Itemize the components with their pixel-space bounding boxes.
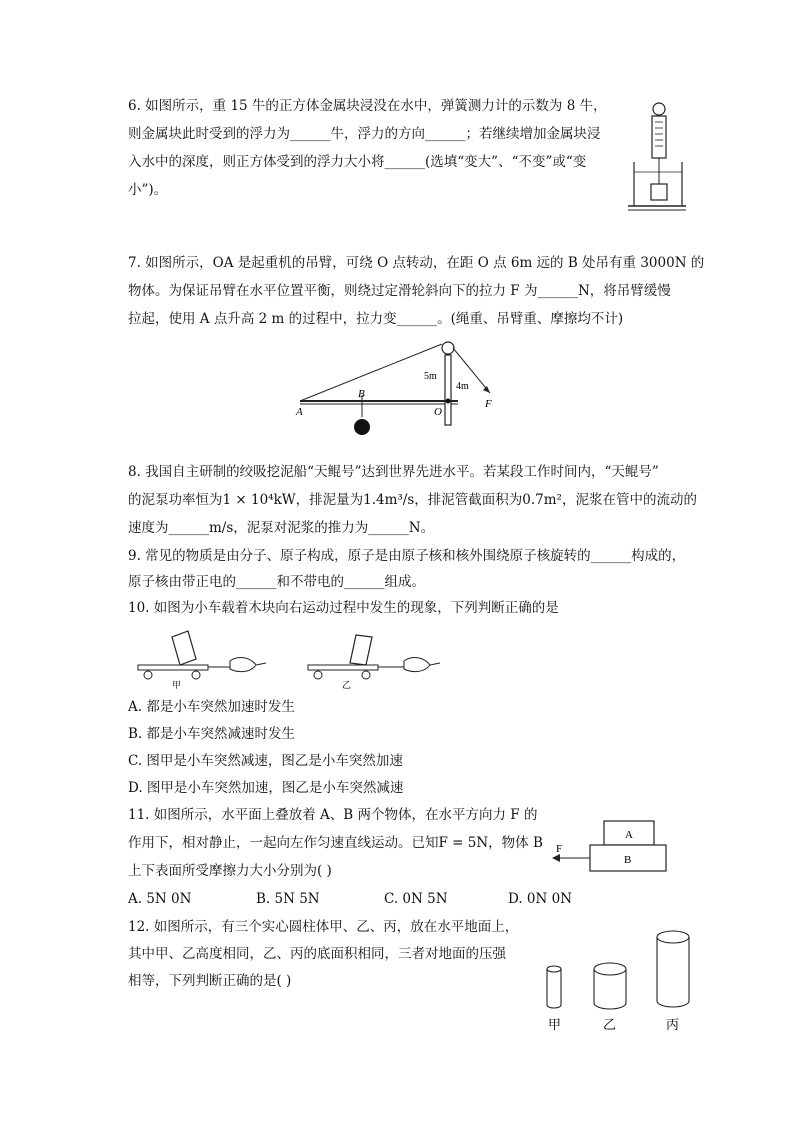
q10-cart-figure-yi	[302, 625, 442, 691]
q12-label-bing: 丙	[666, 1017, 680, 1032]
q7-label-len1: 5m	[424, 371, 437, 382]
q10-option-c: C. 图甲是小车突然减速，图乙是小车突然加速	[128, 753, 403, 769]
q6-line-3: 入水中的深度，则正方体受到的浮力大小将______(选填“变大”、“不变”或“变	[128, 154, 587, 170]
q10-question: 10. 如图为小车载着木块向右运动过程中发生的现象，下列判断正确的是	[128, 600, 559, 616]
q11-line-2: 作用下，相对静止，一起向左作匀速直线运动。已知F = 5N，物体 B	[128, 835, 543, 851]
q11-option-c: C. 0N 5N	[384, 891, 448, 907]
q11-option-a: A. 5N 0N	[128, 891, 192, 907]
q11-label-b: B	[624, 854, 632, 866]
q6-spring-scale-figure	[626, 100, 686, 215]
q10-option-b: B. 都是小车突然减速时发生	[128, 726, 296, 742]
q7-crane-figure	[290, 335, 515, 440]
q10-label-yi: 乙	[342, 680, 352, 690]
q10-cart-figure-jia	[132, 625, 267, 691]
q11-line-1: 11. 如图所示，水平面上叠放着 A、B 两个物体，在水平方向力 F 的	[128, 807, 538, 823]
q10-option-a: A. 都是小车突然加速时发生	[128, 699, 295, 715]
q11-label-f: F	[556, 843, 563, 855]
q11-option-d: D. 0N 0N	[508, 891, 573, 907]
q7-line-3: 拉起，使用 A 点升高 2 m 的过程中，拉力变______。(绳重、吊臂重、摩擦均不计)	[128, 311, 624, 327]
q8-line-1: 8. 我国自主研制的绞吸挖泥船“天鲲号”达到世界先进水平。若某段工作时间内，“天鲲号”	[128, 464, 659, 480]
q8-line-2: 的泥泵功率恒为1 × 10⁴kW，排泥量为1.4m³/s，排泥管截面积为0.7m²，泥浆在管中的流动的	[128, 492, 697, 508]
q7-label-b: B	[358, 388, 365, 400]
q7-line-2: 物体。为保证吊臂在水平位置平衡，则绕过定滑轮斜向下的拉力 F 为______N，将吊臂缓慢	[128, 283, 671, 299]
q7-label-f: F	[485, 398, 492, 410]
q11-option-b: B. 5N 5N	[256, 891, 320, 907]
q9-line-1: 9. 常见的物质是由分子、原子构成，原子是由原子核和核外围绕原子核旋转的______构成的，	[128, 548, 686, 564]
q11-label-a: A	[625, 829, 633, 841]
q7-label-o: O	[434, 406, 442, 418]
q12-line-3: 相等，下列判断正确的是( )	[128, 973, 292, 989]
q9-line-2: 原子核由带正电的______和不带电的______组成。	[128, 574, 425, 590]
q8-line-3: 速度为______m/s，泥泵对泥浆的推力为______N。	[128, 520, 435, 536]
q12-label-yi: 乙	[603, 1017, 617, 1032]
q12-line-1: 12. 如图所示，有三个实心圆柱体甲、乙、丙，放在水平地面上，	[128, 919, 519, 935]
q6-line-1: 6. 如图所示，重 15 牛的正方体金属块浸没在水中，弹簧测力计的示数为 8 牛，	[128, 98, 607, 114]
q6-line-2: 则金属块此时受到的浮力为______牛，浮力的方向______；若继续增加金属块浸	[128, 126, 601, 142]
q7-label-len2: 4m	[456, 381, 469, 392]
q6-line-4: 小”)。	[128, 182, 168, 198]
q7-label-a: A	[296, 406, 303, 418]
q10-option-d: D. 图甲是小车突然加速，图乙是小车突然减速	[128, 780, 404, 796]
q12-cylinders-figure	[538, 925, 698, 1037]
q12-line-2: 其中甲、乙高度相同，乙、丙的底面积相同，三者对地面的压强	[128, 946, 506, 962]
q12-label-jia: 甲	[548, 1017, 562, 1032]
q11-line-3: 上下表面所受摩擦力大小分别为( )	[128, 863, 332, 879]
q10-label-jia: 甲	[172, 680, 182, 690]
q11-stacked-blocks-figure	[548, 815, 673, 877]
q7-line-1: 7. 如图所示，OA 是起重机的吊臂，可绕 O 点转动，在距 O 点 6m 远的 B 处吊有重 3000N 的	[128, 255, 705, 271]
